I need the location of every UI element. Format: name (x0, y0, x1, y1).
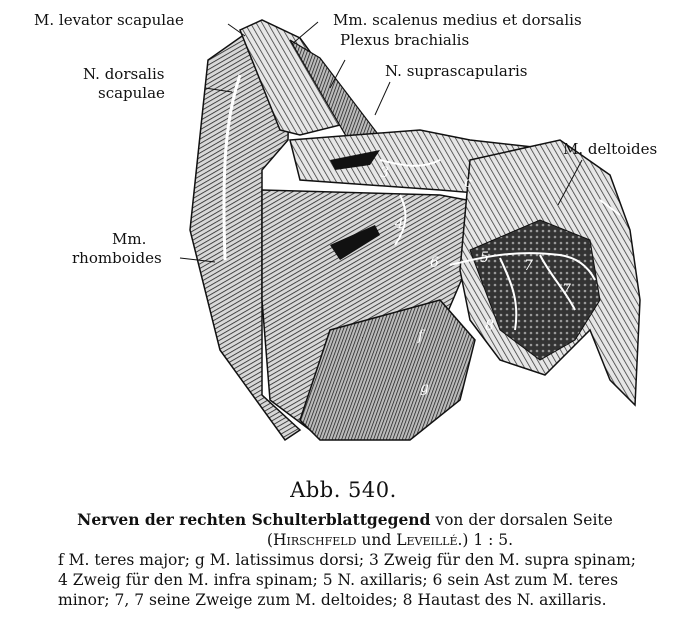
caption-line-1 (40, 510, 650, 530)
caption-author-2: Leveillé (396, 531, 458, 549)
label-dorsalis-scapulae-2: scapulae (98, 84, 165, 102)
figure-title: Abb. 540. (290, 478, 397, 502)
mark-5: 5 (480, 250, 489, 266)
caption-line-5: minor; 7, 7 seine Zweige zum M. deltoides; 8 Hautast des N. axillaris. (58, 591, 607, 609)
label-suprascapularis: N. suprascapularis (385, 62, 528, 80)
label-deltoides: M. deltoides (563, 140, 658, 158)
caption-author-1: Hirschfeld (272, 531, 357, 549)
caption-paren: ( (266, 531, 273, 549)
caption-scale: .) 1 : 5. (457, 531, 514, 549)
caption-line-4: 4 Zweig für den M. infra spinam; 5 N. axillaris; 6 sein Ast zum M. teres (58, 571, 619, 589)
mark-g: g (420, 380, 429, 396)
caption-line-3: f M. teres major; g M. latissimus dorsi; 3 Zweig für den M. supra spinam; (58, 551, 637, 569)
caption-und: und (356, 531, 397, 549)
mark-7b: 7 (562, 282, 571, 298)
mark-c: c (464, 175, 472, 191)
mark-7a: 7 (524, 258, 533, 274)
label-scalenus: Mm. scalenus medius et dorsalis (333, 11, 582, 29)
mark-4: 4 (395, 216, 404, 232)
mark-6: 6 (430, 255, 439, 271)
caption-title-rest: von der dorsalen Seite (430, 511, 613, 529)
mark-3: 3 (380, 165, 389, 181)
label-plexus-brachialis: Plexus brachialis (340, 31, 470, 49)
label-rhomboides-1: Mm. (112, 230, 147, 248)
caption-bold-title: Nerven der rechten Schulterblattgegend (77, 510, 431, 529)
label-dorsalis-scapulae-1: N. dorsalis (83, 65, 165, 83)
mark-f: f (418, 328, 424, 344)
caption-line-2 (150, 530, 630, 550)
mark-8: 8 (485, 318, 494, 334)
label-rhomboides-2: rhomboides (72, 249, 162, 267)
label-levator-scapulae: M. levator scapulae (34, 11, 184, 29)
